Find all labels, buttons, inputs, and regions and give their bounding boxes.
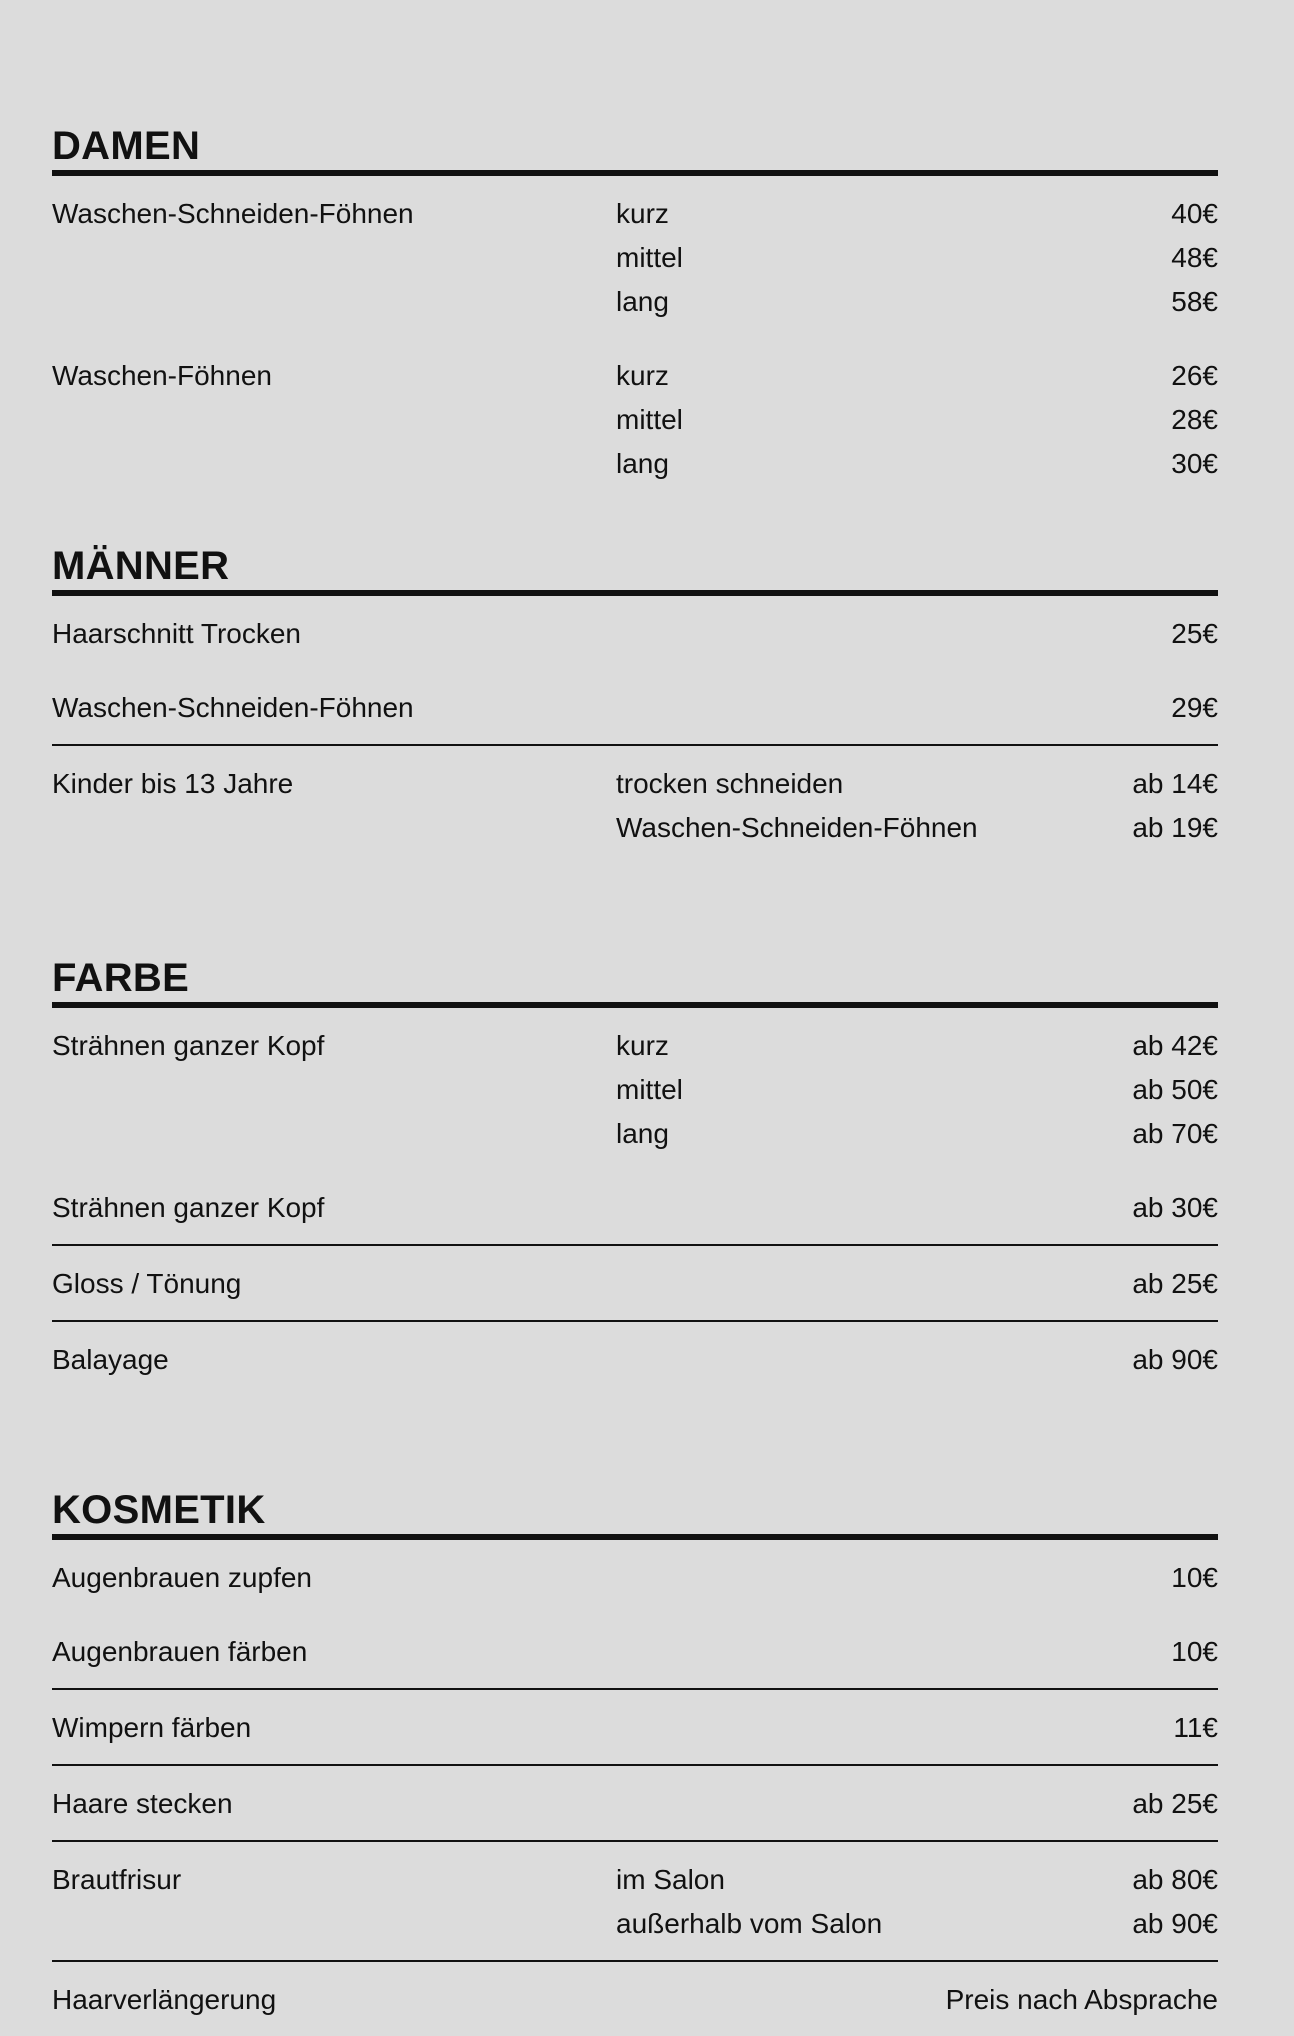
section-title-kosmetik: KOSMETIK bbox=[52, 1474, 1218, 1538]
service-row bbox=[52, 1688, 1218, 1764]
section-damen bbox=[52, 110, 1218, 500]
service-price: ab 70€ bbox=[1132, 1118, 1218, 1149]
service-price: 58€ bbox=[1171, 286, 1218, 317]
section-maenner bbox=[52, 530, 1218, 864]
service-price: ab 25€ bbox=[1132, 1788, 1218, 1819]
service-price: ab 30€ bbox=[1132, 1192, 1218, 1223]
service-row bbox=[52, 1244, 1218, 1320]
service-row bbox=[52, 174, 1218, 338]
service-price: 26€ bbox=[1171, 360, 1218, 391]
section-gap bbox=[52, 1396, 1218, 1474]
service-option: mittel bbox=[616, 1074, 683, 1105]
service-option: lang bbox=[616, 448, 669, 479]
price-list bbox=[52, 110, 1218, 2036]
service-price: 48€ bbox=[1171, 242, 1218, 273]
service-name: Waschen-Schneiden-Föhnen bbox=[52, 198, 414, 229]
service-price: 40€ bbox=[1171, 198, 1218, 229]
service-price: ab 42€ bbox=[1132, 1030, 1218, 1061]
service-row bbox=[52, 1006, 1218, 1170]
service-name: Strähnen ganzer Kopf bbox=[52, 1030, 325, 1061]
service-row bbox=[52, 670, 1218, 744]
service-price: 25€ bbox=[1171, 618, 1218, 649]
service-name: Augenbrauen färben bbox=[52, 1636, 308, 1667]
service-name: Gloss / Tönung bbox=[52, 1268, 242, 1299]
service-price: 10€ bbox=[1171, 1636, 1218, 1667]
service-price: ab 25€ bbox=[1132, 1268, 1218, 1299]
service-name: Augenbrauen zupfen bbox=[52, 1562, 312, 1593]
service-row bbox=[52, 1538, 1218, 1614]
service-price: 28€ bbox=[1171, 404, 1218, 435]
service-row bbox=[52, 1320, 1218, 1396]
service-price: 30€ bbox=[1171, 448, 1218, 479]
service-option: lang bbox=[616, 1118, 669, 1149]
service-name: Waschen-Föhnen bbox=[52, 360, 272, 391]
service-row bbox=[52, 338, 1218, 500]
service-price: Preis nach Absprache bbox=[945, 1984, 1218, 2015]
service-name: Strähnen ganzer Kopf bbox=[52, 1192, 325, 1223]
service-price: ab 14€ bbox=[1132, 768, 1218, 799]
service-price: ab 80€ bbox=[1132, 1864, 1218, 1895]
service-row bbox=[52, 1840, 1218, 1960]
section-kosmetik bbox=[52, 1474, 1218, 2036]
service-row bbox=[52, 744, 1218, 864]
service-option: lang bbox=[616, 286, 669, 317]
service-name: Kinder bis 13 Jahre bbox=[52, 768, 294, 799]
service-row bbox=[52, 1960, 1218, 2036]
service-option: kurz bbox=[616, 198, 669, 229]
service-name: Balayage bbox=[52, 1344, 169, 1375]
service-option: im Salon bbox=[616, 1864, 725, 1895]
service-row bbox=[52, 594, 1218, 670]
service-row bbox=[52, 1614, 1218, 1688]
section-farbe bbox=[52, 942, 1218, 1396]
service-price: 29€ bbox=[1171, 692, 1218, 723]
service-price: ab 50€ bbox=[1132, 1074, 1218, 1105]
service-option: mittel bbox=[616, 242, 683, 273]
service-row bbox=[52, 1170, 1218, 1244]
service-option: Waschen-Schneiden-Föhnen bbox=[616, 812, 978, 843]
service-price: ab 90€ bbox=[1132, 1344, 1218, 1375]
service-price: ab 90€ bbox=[1132, 1908, 1218, 1939]
service-price: 11€ bbox=[1173, 1712, 1218, 1743]
section-gap bbox=[52, 500, 1218, 530]
section-gap bbox=[52, 864, 1218, 942]
service-option: trocken schneiden bbox=[616, 768, 844, 799]
section-title-damen: DAMEN bbox=[52, 110, 1218, 174]
service-price: ab 19€ bbox=[1132, 812, 1218, 843]
service-name: Wimpern färben bbox=[52, 1712, 252, 1743]
service-row bbox=[52, 1764, 1218, 1840]
service-option: außerhalb vom Salon bbox=[616, 1908, 883, 1939]
service-price: 10€ bbox=[1171, 1562, 1218, 1593]
service-name: Brautfrisur bbox=[52, 1864, 182, 1895]
service-option: mittel bbox=[616, 404, 683, 435]
section-title-farbe: FARBE bbox=[52, 942, 1218, 1006]
service-option: kurz bbox=[616, 1030, 669, 1061]
service-name: Haare stecken bbox=[52, 1788, 233, 1819]
service-name: Haarschnitt Trocken bbox=[52, 618, 301, 649]
service-name: Waschen-Schneiden-Föhnen bbox=[52, 692, 414, 723]
service-name: Haarverlängerung bbox=[52, 1984, 277, 2015]
service-option: kurz bbox=[616, 360, 669, 391]
section-title-maenner: MÄNNER bbox=[52, 530, 1218, 594]
